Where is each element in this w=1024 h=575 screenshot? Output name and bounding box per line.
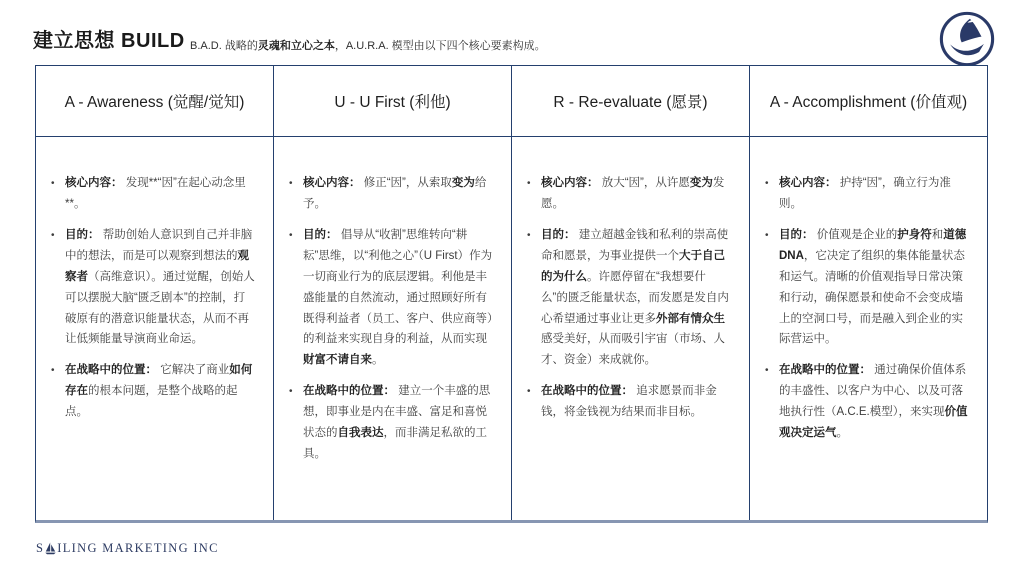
bold-segment: 大于自己的为什么: [541, 249, 725, 283]
bullet-label: 核心内容：: [541, 177, 599, 189]
text-segment: 和: [931, 228, 944, 241]
text-segment: 给予。: [303, 177, 487, 210]
bullet-text: [65, 173, 256, 215]
bullet-label: 目的：: [541, 228, 576, 241]
bold-segment: 自我表达: [337, 427, 384, 440]
text-segment: 发现**“因”在起心动念里**。: [65, 177, 246, 210]
subtitle-suffix: ，A.U.R.A. 模型由以下四个核心要素构成。: [334, 40, 546, 52]
bullet-item: [289, 225, 494, 371]
bullet-text: [541, 381, 732, 423]
bullet-marker-icon: •: [289, 178, 293, 189]
bullet-marker-icon: •: [527, 178, 531, 189]
bullet-marker-icon: •: [765, 178, 769, 189]
bullet-text: [303, 381, 494, 465]
bold-segment: 道德DNA: [779, 228, 967, 262]
bullet-item: [527, 225, 732, 371]
brand-suffix: ILING MARKETING INC: [57, 541, 219, 555]
sail-icon: [45, 542, 56, 555]
column-body: [36, 137, 273, 520]
text-segment: 护持“因”，确立行为准则。: [779, 177, 951, 210]
aura-table: [35, 65, 988, 523]
bullet-marker-icon: •: [527, 386, 531, 398]
bullet-label: 核心内容：: [65, 177, 123, 189]
column-header: [36, 66, 273, 137]
bullet-label: 目的：: [65, 228, 100, 241]
aura-column: [273, 66, 511, 520]
text-segment: 发愿。: [541, 177, 725, 210]
bullet-marker-icon: •: [527, 229, 531, 241]
bullet-item: [289, 381, 494, 465]
bullet-marker-icon: •: [51, 229, 55, 241]
bullet-text: [779, 225, 970, 351]
text-segment: ，它决定了组织的集体能量状态和运气。清晰的价值观指导日常决策和行动，确保愿景和使命不会变成墙上的空洞口号，而是融入到企业的实际营运中。: [779, 249, 965, 346]
bold-segment: 财富不请自来: [303, 354, 372, 367]
bullet-item: [765, 360, 970, 444]
aura-column: [511, 66, 749, 520]
bullet-text: [541, 173, 732, 215]
sailboat-circle-logo-icon: [938, 10, 996, 68]
bullet-marker-icon: •: [765, 365, 769, 377]
text-segment: 倡导从“收割”思维转向“耕耘”思维，以“利他之心”（U First）作为一切商业行为的底层逻辑。利他是丰盛能量的自然流动，通过照顾好所有既得利益者（员工、客户、供应商等）的利益来实现自身的利益，从而实现: [303, 228, 493, 346]
bullet-label: 在战略中的位置：: [303, 385, 395, 398]
aura-column: [749, 66, 987, 520]
aura-column: [36, 66, 273, 520]
bullet-item: [527, 173, 732, 215]
bullet-text: [303, 173, 494, 215]
column-header: [750, 66, 987, 137]
bullet-item: [51, 225, 256, 351]
text-segment: 建立一个丰盛的思想，即事业是内在丰盛、富足和喜悦状态的: [303, 385, 491, 440]
text-segment: 。许愿停留在“我想要什么”的匮乏能量状态，而发愿是发自内心希望通过事业让更多: [541, 270, 729, 325]
text-segment: 建立超越金钱和私利的崇高使命和愿景，为事业提供一个: [541, 228, 729, 262]
text-segment: 帮助创始人意识到自己并非脑中的想法，而是可以观察到想法的: [65, 228, 253, 262]
bullet-marker-icon: •: [51, 178, 55, 189]
bullet-text: [303, 225, 494, 371]
company-logo: [938, 10, 996, 68]
bullet-text: [65, 360, 256, 423]
page-title: 建立思想 BUILD: [33, 30, 185, 52]
text-segment: 它解决了商业: [160, 364, 230, 377]
bullet-text: [779, 173, 970, 215]
column-header-label: A - Accomplishment (价值观): [769, 94, 968, 111]
bold-segment: 变为: [451, 177, 475, 189]
bullet-text: [779, 360, 970, 444]
bold-segment: 如何存在: [65, 364, 253, 398]
bullet-item: [289, 173, 494, 215]
bullet-label: 目的：: [303, 228, 338, 241]
subtitle-prefix: B.A.D. 战略的: [190, 40, 258, 52]
text-segment: 通过确保价值体系的丰盛性、以客户为中心、以及可落地执行性（A.C.E.模型），来实现: [779, 364, 967, 419]
bold-segment: 变为: [689, 177, 713, 189]
bold-segment: 护身符: [897, 228, 932, 241]
bullet-marker-icon: •: [51, 365, 55, 377]
bullet-label: 核心内容：: [779, 177, 837, 189]
bullet-label: 在战略中的位置：: [65, 364, 157, 377]
column-header-label: A - Awareness (觉醒/觉知): [64, 94, 245, 111]
text-segment: 放大“因”，从许愿: [601, 177, 690, 189]
text-segment: ，而非满足私欲的工具。: [303, 427, 487, 461]
text-segment: 。: [372, 354, 384, 367]
bullet-label: 在战略中的位置：: [541, 385, 633, 398]
column-header: [512, 66, 749, 137]
column-body: [750, 137, 987, 520]
footer-brand: [36, 541, 219, 556]
column-header-label: U - U First (利他): [334, 94, 451, 111]
bullet-text: [541, 225, 732, 371]
bold-segment: 观察者: [65, 249, 249, 283]
bullet-item: [765, 225, 970, 351]
column-body: [512, 137, 749, 520]
bullet-label: 在战略中的位置：: [779, 364, 871, 377]
bullet-marker-icon: •: [765, 229, 769, 241]
text-segment: 追求愿景而非金钱，将金钱视为结果而非目标。: [541, 385, 717, 419]
text-segment: 修正“因”，从索取: [363, 177, 452, 189]
bullet-marker-icon: •: [289, 386, 293, 398]
bullet-marker-icon: •: [289, 229, 293, 241]
bullet-item: [51, 173, 256, 215]
bullet-item: [527, 381, 732, 423]
bold-segment: 价值观决定运气: [779, 406, 968, 440]
page-subtitle: [190, 37, 546, 53]
bold-segment: 外部有情众生: [656, 312, 725, 325]
column-body: [274, 137, 511, 520]
column-header-label: R - Re-evaluate (愿景): [553, 94, 708, 111]
text-segment: 的根本问题，是整个战略的起点。: [65, 385, 238, 419]
text-segment: 。: [836, 427, 848, 440]
bullet-label: 目的：: [779, 228, 814, 241]
text-segment: （高维意识）。通过觉醒，创始人可以摆脱大脑“匮乏剧本”的控制，打破原有的潜意识能量状态，从而不再让低频能量导演商业命运。: [65, 270, 255, 346]
bullet-item: [765, 173, 970, 215]
text-segment: 感受美好，从而吸引宇宙（市场、人才、资金）来成就你。: [541, 333, 725, 367]
subtitle-bold: 灵魂和立心之本: [257, 40, 335, 52]
bullet-item: [51, 360, 256, 423]
text-segment: 价值观是企业的: [816, 228, 898, 241]
brand-prefix: S: [36, 541, 45, 555]
bullet-label: 核心内容：: [303, 177, 361, 189]
column-header: [274, 66, 511, 137]
bullet-text: [65, 225, 256, 351]
